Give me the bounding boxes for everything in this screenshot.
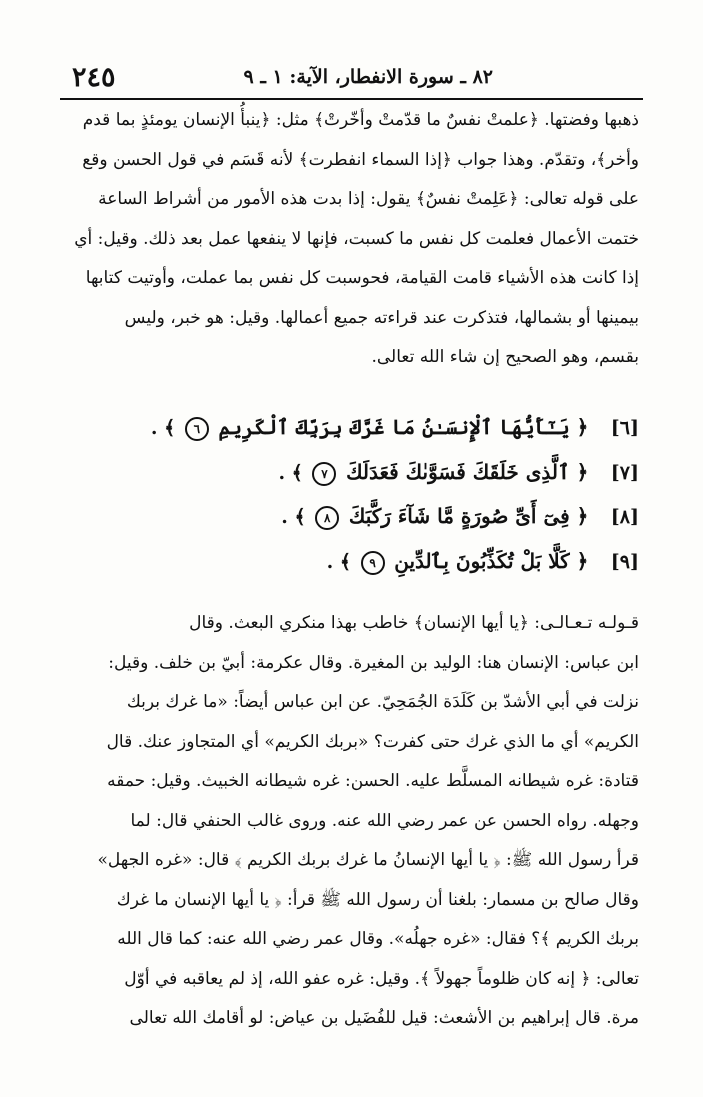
- text-line: وجهله. رواه الحسن عن عمر رضي الله عنه. وروى غالب الحنفي قال: لما: [130, 810, 639, 831]
- ayah-end-mark: ٦: [185, 417, 209, 441]
- ayah-end-mark: ٧: [312, 462, 336, 486]
- paragraph-commentary-2: [62, 604, 639, 1039]
- page-number: ٢٤٥: [72, 62, 116, 93]
- page-header: [60, 58, 643, 100]
- text-line: تعالى: ﴿ إنه كان ظلوماً جهولاً ﴾. وقيل: غره عفو الله، إذ لم يعاقبه في أوّل: [124, 968, 639, 989]
- text-line: مرة. قال إبراهيم بن الأشعث: قيل للفُضَيل بن عياض: لو أقامك الله تعالى: [129, 1008, 639, 1028]
- verse-text: ﴿ ٱلَّذِى خَلَقَكَ فَسَوَّىٰكَ فَعَدَلَكَ: [346, 459, 589, 484]
- verse-number: [٩]: [610, 550, 639, 573]
- text-line: قتادة: غره شيطانه المسلَّط عليه. الحسن: غره شيطانه الخبيث. وقيل: حمقه: [107, 771, 639, 791]
- verse-line: [62, 450, 639, 495]
- ayah-end-mark: ٩: [361, 551, 385, 575]
- verse-number: [٧]: [610, 461, 639, 484]
- text-line: ختمت الأعمال فعلمت كل نفس ما كسبت، فإنها لا ينفعها عمل بعد ذلك. وقيل: أي: [74, 228, 639, 249]
- verse-line: [62, 539, 639, 584]
- verse-close: ﴾ .: [281, 506, 306, 528]
- text-line: نزلت في أبي الأشدّ بن كَلَدَة الجُمَحِيّ. عن ابن عباس أيضاً: «ما غرك بربك: [126, 692, 639, 712]
- quran-verses: [62, 405, 639, 583]
- verse-close: ﴾ .: [278, 461, 303, 484]
- paragraph-commentary-1: [62, 101, 639, 378]
- verse-text: ﴿ كَلَّا بَلْ تُكَذِّبُونَ بِٱلدِّينِ: [394, 548, 589, 573]
- verse-line: [62, 494, 639, 539]
- verse-number: [٦]: [610, 417, 639, 439]
- verse-line: [62, 405, 639, 450]
- verse-close: ﴾ .: [150, 417, 176, 439]
- text-line: بربك الكريم ﴾؟ فقال: «غره جهلُه». وقال عمر رضي الله عنه: كما قال الله: [117, 929, 639, 949]
- verse-close: ﴾ .: [326, 550, 352, 573]
- text-line: وأخر﴾، وتقدّم. وهذا جواب ﴿إذا السماء انفطرت﴾ لأنه قَسَم في قول الحسن وقع: [82, 149, 639, 170]
- text-line: بقسم، وهو الصحيح إن شاء الله تعالى.: [371, 347, 639, 367]
- verse-text: ﴿ يَـٰٓأَيُّهَا ٱلْإِنسَـٰنُ مَا غَرَّكَ بِرَبِّكَ ٱلْكَرِيمِ: [218, 415, 589, 439]
- text-line: إذا كانت هذه الأشياء قامت القيامة، فحوسبت كل نفس بما عملت، وأوتيت كتابها: [85, 268, 639, 288]
- text-line: وقال صالح بن مسمار: بلغنا أن رسول الله ﷺ قرأ: ﴿ يا أيها الإنسان ما غرك: [116, 889, 639, 910]
- verse-number: [٨]: [610, 506, 639, 528]
- text-line: ذهبها وفضتها. ﴿علمتْ نفسٌ ما قدّمتْ وأخّرتْ﴾ مثل: ﴿ينبأُ الإنسان يومئذٍ بما قدم: [82, 110, 639, 130]
- text-line: الكريم» أي ما الذي غرك حتى كفرت؟ «بربك الكريم» أي المتجاوز عنك. قال: [106, 731, 639, 752]
- text-line: ابن عباس: الإنسان هنا: الوليد بن المغيرة. وقال عكرمة: أبيّ بن خلف. وقيل:: [108, 652, 639, 673]
- text-line: على قوله تعالى: ﴿عَلِمتْ نفسٌ﴾ يقول: إذا بدت هذه الأمور من أشراط الساعة: [98, 189, 639, 209]
- ayah-end-mark: ٨: [315, 506, 339, 530]
- running-head: ٨٢ ـ سورة الانفطار، الآية: ١ ـ ٩: [243, 66, 493, 88]
- verse-text: ﴿ فِىٓ أَىِّ صُورَةٍ مَّا شَآءَ رَكَّبَكَ: [348, 504, 589, 528]
- text-line: بيمينها أو بشمالها، فتذكرت عند قراءته جميع أعمالها. وقيل: هو خبر، وليس: [124, 307, 639, 328]
- text-line: قرأ رسول الله ﷺ: ﴿ يا أيها الإنسانُ ما غرك بربك الكريم ﴾ قال: «غره الجهل»: [97, 850, 639, 870]
- text-line: قـولـه تـعـالـى: ﴿يا أيها الإنسان﴾ خاطب بهذا منكري البعث. وقال: [189, 613, 639, 633]
